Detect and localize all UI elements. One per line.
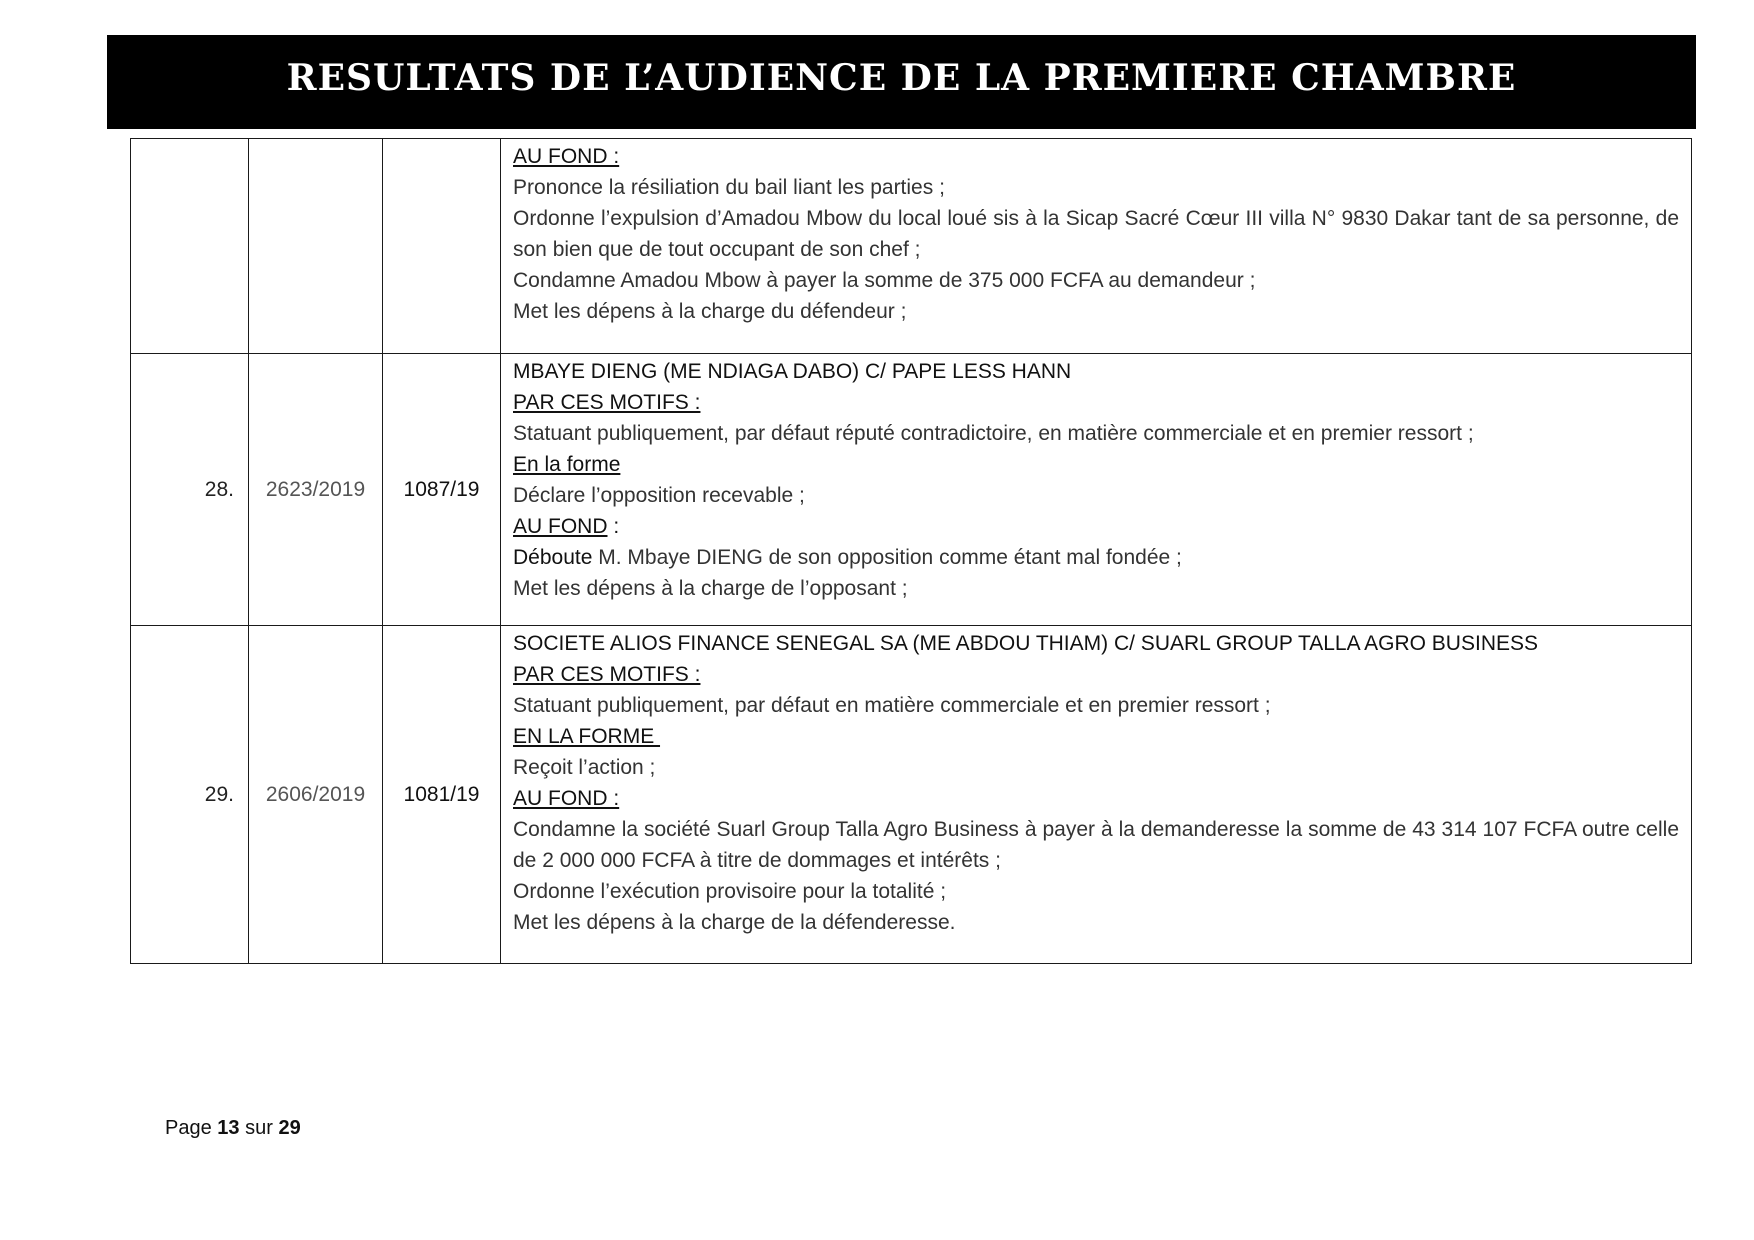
parties-line: SOCIETE ALIOS FINANCE SENEGAL SA (ME ABDOU THIAM) C/ SUARL GROUP TALLA AGRO BUSINESS [513,632,1539,655]
section-au-fond-line [513,511,1679,542]
deboute-word: Déboute [513,546,593,569]
case-number-cell: 28. [131,354,249,626]
case-number-cell: 29. [131,626,249,964]
total-pages-number: 29 [278,1117,301,1139]
decision-cell [501,139,1692,354]
jugement-number-cell: 1081/19 [383,626,501,964]
parties-line: MBAYE DIENG (ME NDIAGA DABO) C/ PAPE LESS HANN [513,360,1072,383]
decision-line: Ordonne l’exécution provisoire pour la totalité ; [513,880,947,903]
section-au-fond: AU FOND : [513,787,620,810]
section-par-ces-motifs: PAR CES MOTIFS : [513,663,701,686]
decision-cell [501,354,1692,626]
decision-line: Condamne la société Suarl Group Talla Agro Business à payer à la demanderesse la somme de 43 314 107 FCFA outre celle de 2 000 000 FCFA à titre de dommages et intérêts ; [513,818,1679,872]
decision-line: Déclare l’opposition recevable ; [513,484,805,507]
decision-line-rest: M. Mbaye DIENG de son opposition comme étant mal fondée ; [592,546,1182,569]
decision-line [513,542,1679,573]
role-general-cell: 2606/2019 [249,626,383,964]
role-general-cell: 2623/2019 [249,354,383,626]
jugement-number-cell: 1087/19 [383,354,501,626]
decision-line: Met les dépens à la charge de la défenderesse. [513,911,956,934]
decision-line: Ordonne l’expulsion d’Amadou Mbow du local loué sis à la Sicap Sacré Cœur III villa N° 9830 Dakar tant de sa personne, de son bien que de tout occupant de son chef ; [513,207,1679,261]
page-title: RESULTATS DE L’AUDIENCE DE LA PREMIERE CHAMBRE [286,57,1517,99]
current-page-number: 13 [217,1117,240,1139]
decision-line: Reçoit l’action ; [513,756,656,779]
section-au-fond: AU FOND : [513,145,620,168]
decision-cell [501,626,1692,964]
jugement-number-cell [383,139,501,354]
decision-line: Condamne Amadou Mbow à payer la somme de 375 000 FCFA au demandeur ; [513,269,1256,292]
results-table [130,138,1692,964]
table-row [131,354,1692,626]
section-au-fond: AU FOND [513,515,608,538]
sur-label: sur [245,1117,273,1139]
page-footer [165,1117,301,1140]
page-label: Page [165,1117,212,1139]
section-au-fond-colon: : [607,515,620,538]
statuant-line: Statuant publiquement, par défaut en matière commerciale et en premier ressort ; [513,694,1271,717]
case-number-cell [131,139,249,354]
statuant-line: Statuant publiquement, par défaut réputé contradictoire, en matière commerciale et en premier ressort ; [513,422,1474,445]
section-en-la-forme: En la forme [513,453,621,476]
decision-line: Met les dépens à la charge du défendeur ; [513,300,907,323]
table-row [131,139,1692,354]
section-par-ces-motifs: PAR CES MOTIFS : [513,391,701,414]
header-banner [107,35,1696,129]
table-row [131,626,1692,964]
decision-line: Met les dépens à la charge de l’opposant ; [513,577,908,600]
decision-line: Prononce la résiliation du bail liant les parties ; [513,176,945,199]
section-en-la-forme: EN LA FORME [513,725,661,748]
role-general-cell [249,139,383,354]
